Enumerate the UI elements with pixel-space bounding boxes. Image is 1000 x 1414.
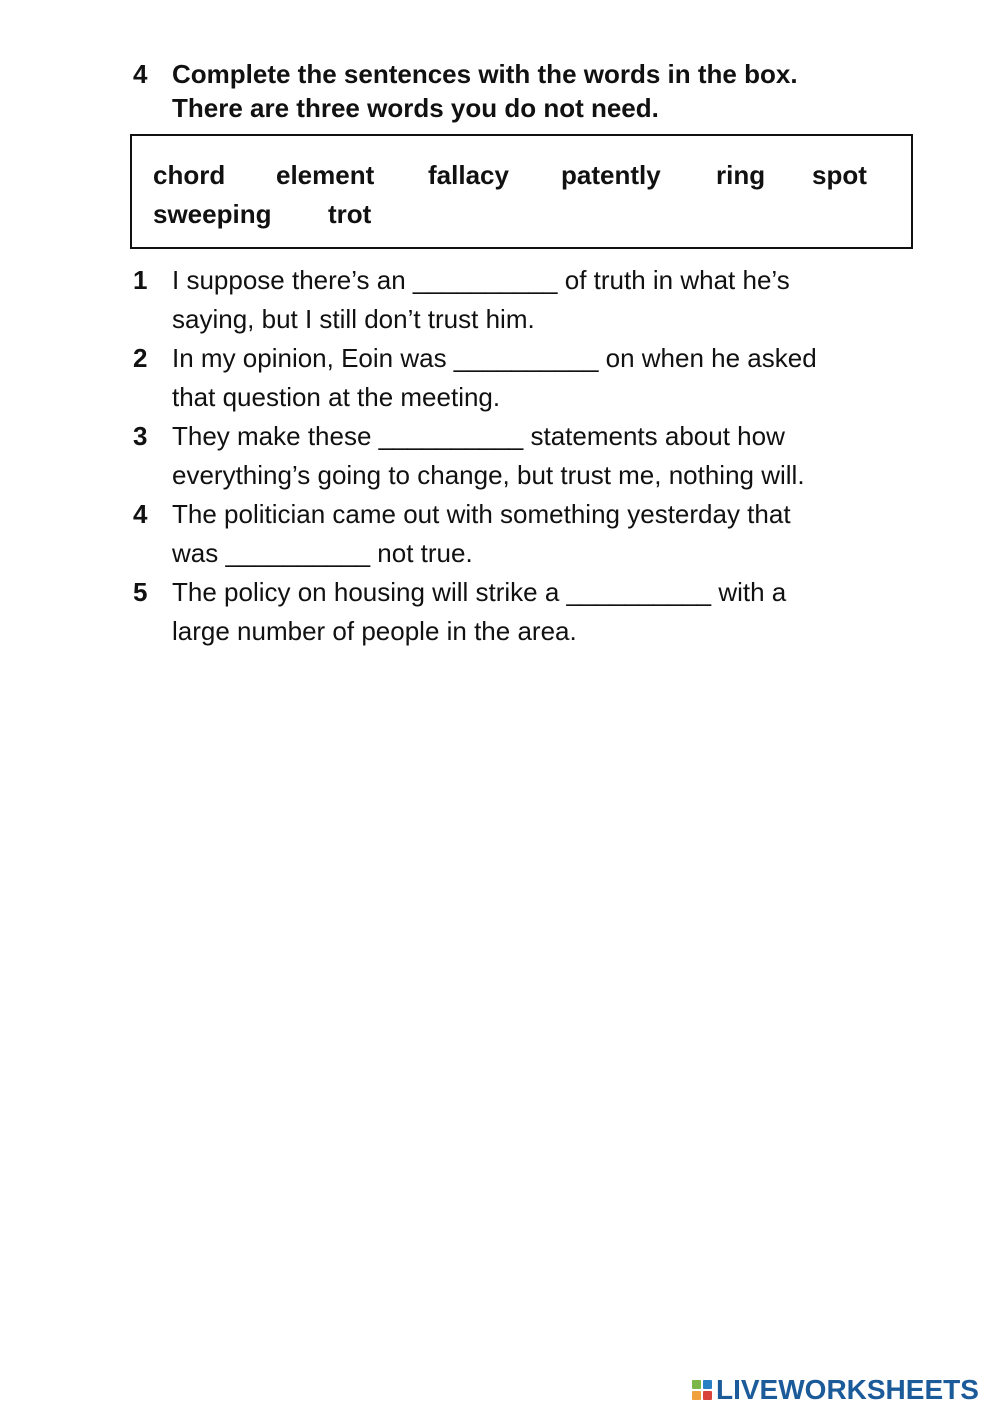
question-number: 2: [133, 343, 148, 373]
question-text: [172, 417, 805, 495]
question-line: large number of people in the area.: [172, 616, 577, 646]
question-line: The politician came out with something yesterday that: [172, 499, 791, 529]
logo-square-red: [703, 1391, 712, 1400]
question-item: [133, 261, 933, 339]
liveworksheets-logo[interactable]: [692, 1374, 979, 1406]
question-item: [133, 495, 933, 573]
question-number: 1: [133, 265, 148, 295]
question-number: 5: [133, 577, 148, 607]
word-box-item: element: [276, 160, 375, 190]
liveworksheets-logo-icon: [692, 1380, 712, 1400]
question-text: [172, 339, 817, 417]
word-box-item: spot: [812, 160, 867, 190]
logo-square-green: [692, 1380, 701, 1389]
logo-text: LIVEWORKSHEETS: [716, 1374, 979, 1405]
question-text: [172, 573, 786, 651]
question-list: [133, 261, 933, 651]
word-box-item: patently: [561, 160, 661, 190]
exercise-number: 4: [133, 59, 148, 89]
question-text: [172, 495, 791, 573]
question-line: The policy on housing will strike a __________ with a: [172, 577, 787, 607]
question-item: [133, 417, 933, 495]
question-number: 3: [133, 421, 148, 451]
question-item: [133, 573, 933, 651]
question-line: In my opinion, Eoin was __________ on when he asked: [172, 343, 817, 373]
word-box-item: fallacy: [428, 160, 509, 190]
question-line: I suppose there’s an __________ of truth in what he’s: [172, 265, 790, 295]
question-line: was __________ not true.: [172, 538, 473, 568]
instruction-line-2: There are three words you do not need.: [172, 93, 659, 123]
exercise-heading: [133, 57, 933, 125]
question-line: everything’s going to change, but trust me, nothing will.: [172, 460, 805, 490]
question-number: 4: [133, 499, 148, 529]
question-text: [172, 261, 790, 339]
word-box-item: ring: [716, 160, 766, 190]
word-box-item: trot: [328, 199, 372, 229]
logo-square-blue: [703, 1380, 712, 1389]
question-line: saying, but I still don’t trust him.: [172, 304, 535, 334]
question-line: that question at the meeting.: [172, 382, 501, 412]
word-box: [130, 134, 913, 249]
word-box-item: sweeping: [153, 199, 272, 229]
logo-square-orange: [692, 1391, 701, 1400]
question-item: [133, 339, 933, 417]
exercise-instructions: [172, 57, 933, 125]
question-line: They make these __________ statements about how: [172, 421, 785, 451]
instruction-line-1: Complete the sentences with the words in the box.: [172, 59, 798, 89]
word-box-item: chord: [153, 160, 226, 190]
